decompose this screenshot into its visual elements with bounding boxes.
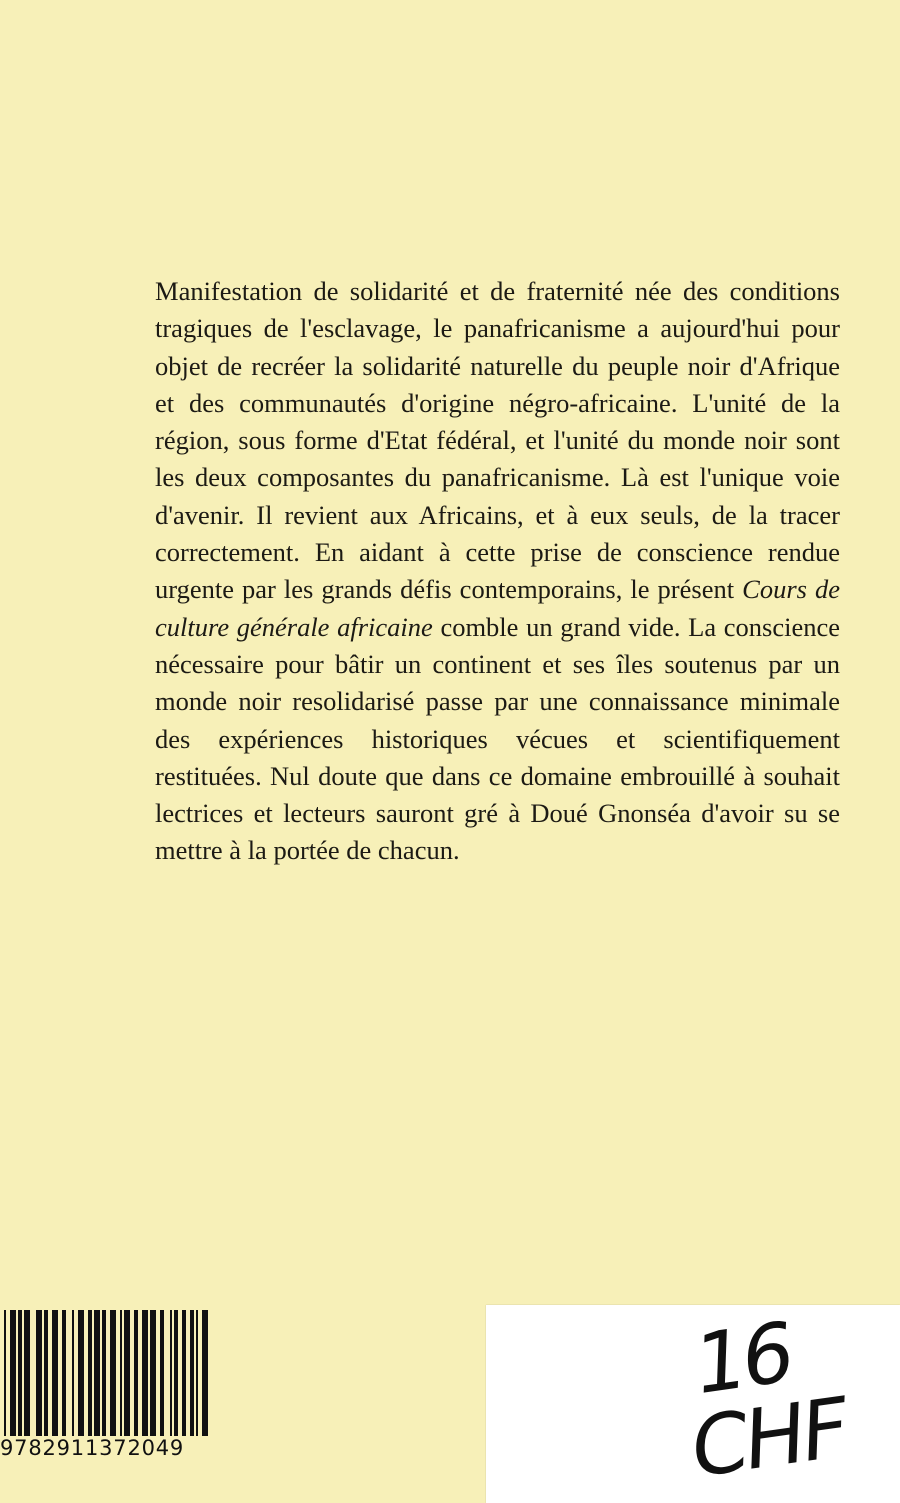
blurb-part-2: comble un grand vide. La conscience nécessaire pour bâtir un continent et ses îles soutenus par un monde noir resolidarisé passe par une connaissance minimale des expériences historiques vécues et scientifiquement restituées. Nul doute que dans ce domaine embrouillé à souhait lectrices et lecteurs sauront gré à Doué Gnonséa d'avoir su se mettre à la portée de chacun. — [155, 611, 840, 866]
blurb-text — [155, 273, 840, 870]
price-handwritten: 16 CHF — [689, 1304, 846, 1498]
price-sticker — [486, 1305, 900, 1503]
barcode-icon — [0, 1310, 258, 1436]
isbn-number: 9782911372049 — [0, 1436, 185, 1460]
book-title-italic: Cours de culture générale africaine — [155, 574, 841, 642]
blurb-part-1: Manifestation de solidarité et de fraternité née des conditions tragiques de l'esclavage, le panafricanisme a aujourd'hui pour objet de recréer la solidarité naturelle du peuple noir d'Afrique et des communautés d'origine négro-africaine. L'unité de la région, sous forme d'Etat fédéral, et l'unité du monde noir sont les deux composantes du panafricanisme. Là est l'unique voie d'avenir. Il revient aux Africains, et à eux seuls, de la tracer correctement. En aidant à cette prise de conscience rendue urgente par les grands défis contemporains, le présent — [155, 276, 840, 605]
